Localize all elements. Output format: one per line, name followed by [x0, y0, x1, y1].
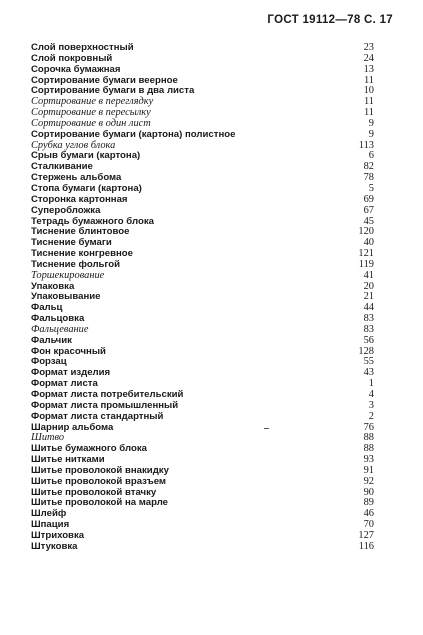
index-term: Стержень альбома: [31, 172, 122, 184]
index-page-number: 40: [363, 237, 374, 249]
index-term: Фон красочный: [31, 345, 106, 357]
index-page-number: 6: [368, 150, 374, 162]
stray-dash-mark: [264, 428, 269, 429]
index-page-number: 90: [363, 486, 374, 498]
index-entry: [31, 423, 374, 434]
index-term: Срыв бумаги (картона): [31, 150, 141, 162]
index-page-number: 82: [363, 161, 374, 173]
index-term: Сортирование в пересылку: [31, 107, 151, 119]
index-term: Штуковка: [31, 540, 78, 552]
index-page-number: 91: [363, 464, 374, 476]
index-page-number: 41: [363, 269, 374, 281]
term-index-list: [31, 43, 374, 553]
index-term: Формат листа промышленный: [31, 399, 179, 411]
index-entry: [31, 531, 374, 542]
index-page-number: 9: [368, 128, 374, 140]
index-page-number: 43: [363, 367, 374, 379]
index-term: Сорочка бумажная: [31, 63, 121, 75]
index-term: Сторонка картонная: [31, 193, 128, 205]
index-page-number: 4: [368, 389, 374, 400]
index-page-number: 44: [363, 302, 374, 314]
index-term: Тетрадь бумажного блока: [31, 215, 154, 227]
index-term: Фальц: [31, 302, 63, 314]
index-page-number: 120: [358, 226, 374, 238]
index-entry: [31, 271, 374, 282]
index-entry: [31, 498, 374, 509]
index-entry: [31, 347, 374, 358]
index-page-number: 23: [363, 42, 374, 53]
index-term: Фальчик: [31, 334, 72, 346]
index-page-number: 9: [368, 117, 374, 129]
index-page-number: 21: [363, 291, 374, 303]
index-page-number: 121: [358, 248, 374, 260]
index-term: Тиснение конгревное: [31, 248, 133, 260]
index-entry: [31, 412, 374, 423]
index-term: Шарнир альбома: [31, 421, 114, 433]
index-term: Торшекирование: [31, 269, 105, 281]
index-entry: [31, 336, 374, 347]
index-term: Сортирование бумаги в два листа: [31, 85, 195, 97]
index-page-number: 11: [363, 107, 374, 119]
index-term: Сталкивание: [31, 161, 93, 173]
index-term: Слой покровный: [31, 52, 113, 64]
index-term: Сортирование бумаги (картона) полистное: [31, 128, 236, 140]
page-header: ГОСТ 19112—78 С. 17: [267, 14, 393, 26]
index-entry: [31, 130, 374, 141]
index-page-number: 55: [363, 356, 374, 368]
index-page-number: 67: [363, 204, 374, 216]
index-page-number: 13: [363, 63, 374, 75]
index-term: Шитье проволокой на марле: [31, 497, 168, 509]
index-term: Формат изделия: [31, 367, 111, 379]
index-term: Шитье нитками: [31, 454, 105, 466]
index-entry: [31, 509, 374, 520]
index-page-number: 128: [358, 345, 374, 357]
index-page-number: 56: [363, 334, 374, 346]
index-page-number: 83: [363, 313, 374, 325]
index-page-number: 24: [363, 52, 374, 64]
index-term: Формат листа потребительский: [31, 389, 184, 400]
index-term: Формат листа стандартный: [31, 410, 164, 422]
index-page-number: 88: [363, 443, 374, 455]
index-entry: [31, 477, 374, 488]
index-term: Фальцевание: [31, 323, 89, 335]
index-term: Срубка углов блока: [31, 139, 116, 151]
index-page-number: 5: [368, 182, 374, 194]
index-term: Упаковка: [31, 280, 75, 292]
index-page-number: 3: [368, 399, 374, 411]
index-term: Суперобложка: [31, 204, 101, 216]
index-page-number: 89: [363, 497, 374, 509]
index-term: Шитье бумажного блока: [31, 443, 147, 455]
index-entry: [31, 325, 374, 336]
index-page-number: 88: [363, 432, 374, 444]
index-page-number: 1: [368, 378, 374, 390]
index-page-number: 11: [363, 74, 374, 86]
index-page-number: 2: [368, 410, 374, 422]
index-page-number: 69: [363, 193, 374, 205]
index-page-number: 76: [363, 421, 374, 433]
index-term: Сортирование в переглядку: [31, 96, 154, 108]
index-page-number: 20: [363, 280, 374, 292]
index-page-number: 93: [363, 454, 374, 466]
index-term: Шлейф: [31, 508, 67, 520]
index-page-number: 10: [363, 85, 374, 97]
index-term: Шитво: [31, 432, 65, 444]
index-page-number: 116: [358, 540, 374, 552]
index-term: Шпация: [31, 519, 70, 531]
index-term: Фальцовка: [31, 313, 85, 325]
index-page-number: 127: [358, 529, 374, 541]
index-page-number: 70: [363, 519, 374, 531]
index-term: Тиснение бумаги: [31, 237, 112, 249]
index-page-number: 119: [358, 258, 374, 270]
index-page-number: 46: [363, 508, 374, 520]
index-term: Формат листа: [31, 378, 98, 390]
index-entry: [31, 542, 374, 553]
index-entry: [31, 206, 374, 217]
index-term: Тиснение фольгой: [31, 258, 121, 270]
index-term: Форзац: [31, 356, 67, 368]
index-entry: [31, 292, 374, 303]
index-page-number: 92: [363, 475, 374, 487]
index-entry: [31, 65, 374, 76]
index-term: Шитье проволокой втачку: [31, 486, 157, 498]
index-term: Стопа бумаги (картона): [31, 182, 142, 194]
index-page-number: 11: [363, 96, 374, 108]
index-page-number: 83: [363, 323, 374, 335]
index-term: Упаковывание: [31, 291, 101, 303]
index-term: Штриховка: [31, 529, 85, 541]
index-term: Шитье проволокой вразъем: [31, 475, 167, 487]
index-term: Сортирование бумаги веерное: [31, 74, 178, 86]
index-term: Сортирование в один лист: [31, 117, 151, 129]
index-term: Шитье проволокой внакидку: [31, 464, 169, 476]
index-page-number: 113: [358, 139, 374, 151]
index-term: Слой поверхностный: [31, 42, 134, 53]
index-term: Тиснение блинтовое: [31, 226, 130, 238]
index-page-number: 78: [363, 172, 374, 184]
index-page-number: 45: [363, 215, 374, 227]
